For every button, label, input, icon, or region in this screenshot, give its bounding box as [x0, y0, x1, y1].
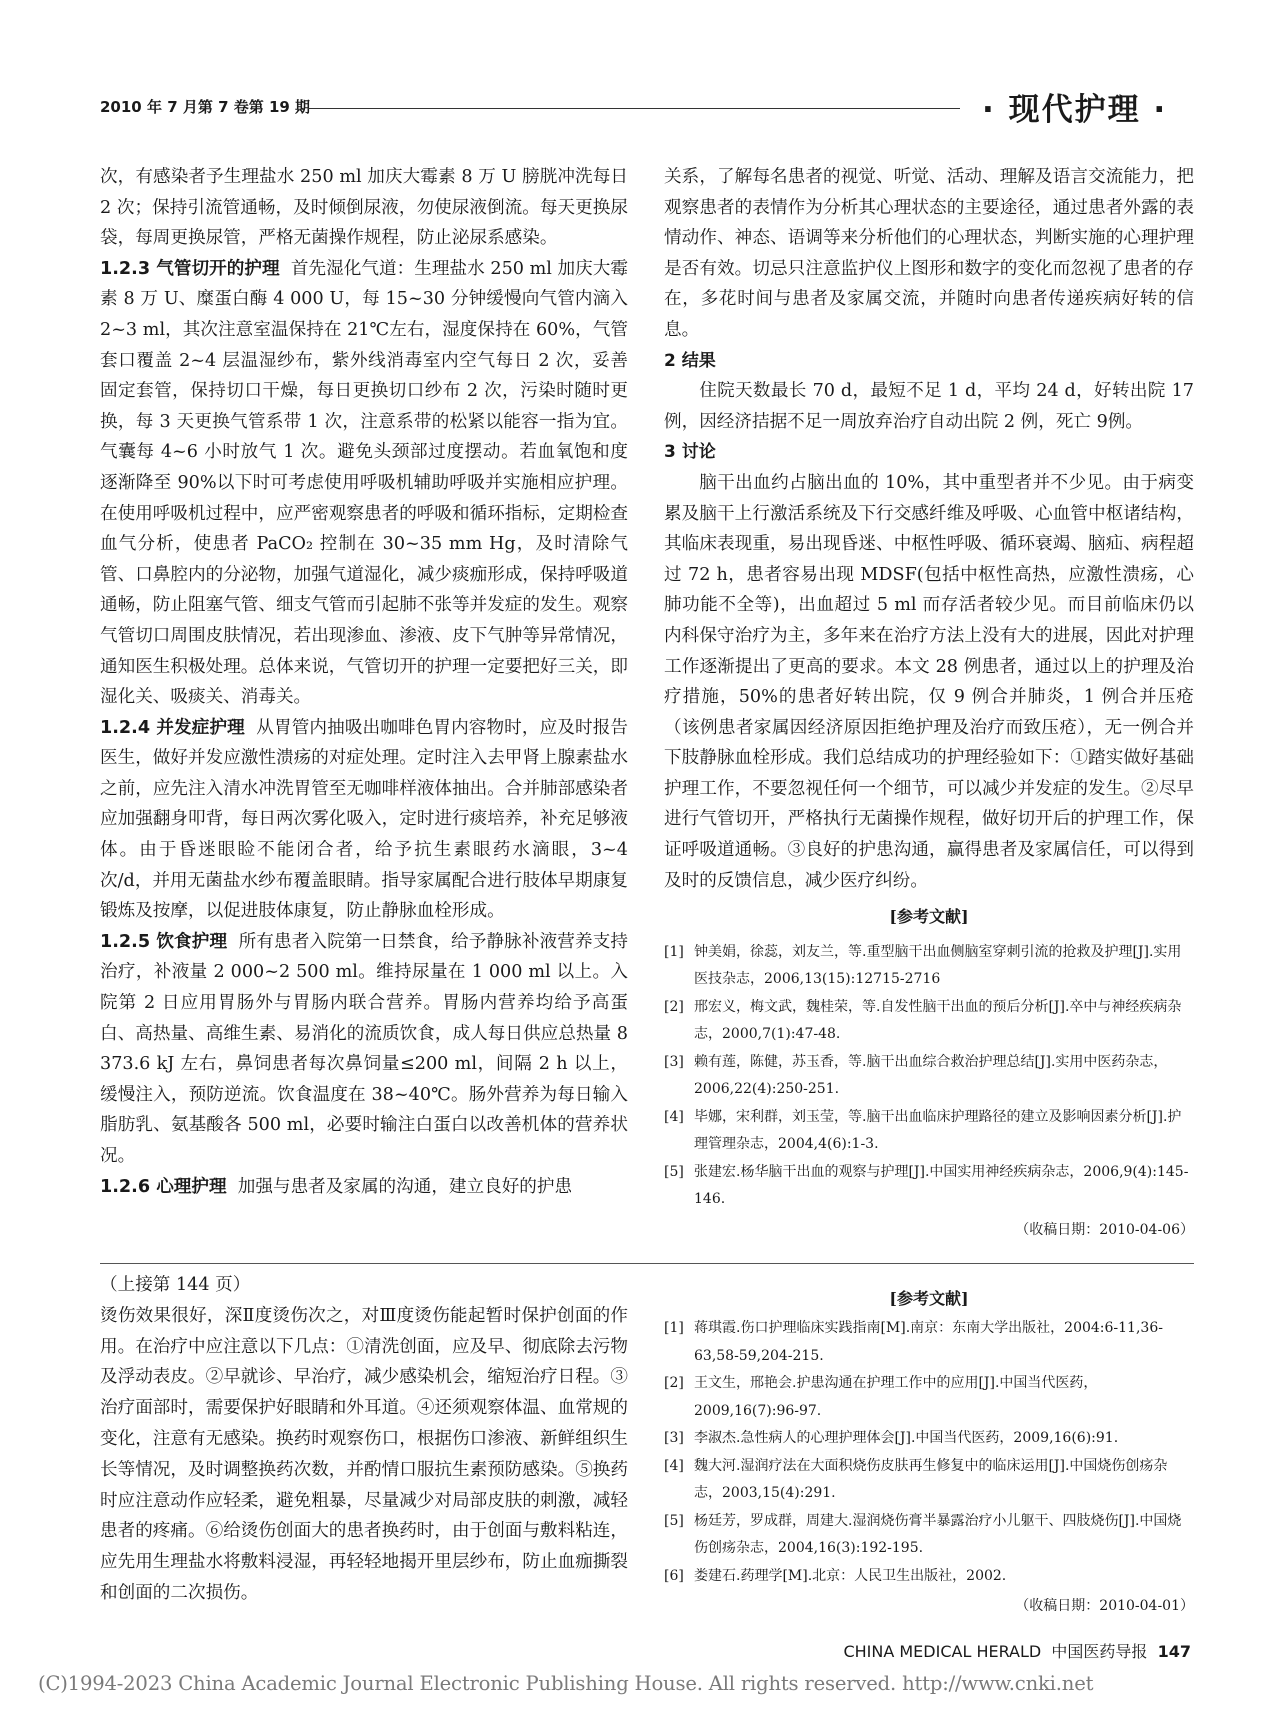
reference-item [664, 1159, 1194, 1214]
paragraph: 住院天数最长 70 d，最短不足 1 d，平均 24 d，好转出院 17 例，因经济拮据不足一周放弃治疗自动出院 2 例，死亡 9例。 [664, 381, 1194, 432]
received-date: （收稿日期：2010-04-06） [1015, 1221, 1194, 1238]
section-heading-results: 2 结果 [664, 350, 716, 371]
reference-number: [2] [664, 998, 684, 1015]
section-divider [100, 1263, 1194, 1264]
reference-text: 王文生，邢艳会.护患沟通在护理工作中的应用[J].中国当代医药，2009,16(7):96-97. [694, 1375, 1098, 1419]
reference-number: [3] [664, 1430, 684, 1446]
section-heading-discussion: 3 讨论 [664, 442, 716, 463]
reference-item [664, 1425, 1194, 1453]
reference-number: [4] [664, 1457, 684, 1474]
journal-section-title: · 现代护理 · [982, 92, 1168, 128]
reference-number: [5] [664, 1163, 684, 1180]
paragraph: 次，有感染者予生理盐水 250 ml 加庆大霉素 8 万 U 膀胱冲洗每日 2 次；保持引流管通畅，及时倾倒尿液，勿使尿液倒流。每天更换尿袋，每周更换尿管，严格无菌操作规程，防止泌尿系感染。 [100, 167, 628, 249]
paragraph: 烫伤效果很好，深Ⅱ度烫伤次之，对Ⅲ度烫伤能起暂时保护创面的作用。在治疗中应注意以下几点：①清洗创面，应及早、彻底除去污物及浮动表皮。②早就诊、早治疗，减少感染机会，缩短治疗日程。③治疗面部时，需要保护好眼睛和外耳道。④还须观察体温、血常规的变化，注意有无感染。换药时观察伤口，根据伤口渗液、新鲜组织生长等情况，及时调整换药次数，并酌情口服抗生素预防感染。⑤换药时应注意动作应轻柔，避免粗暴，尽量减少对局部皮肤的刺激，减轻患者的疼痛。⑥给烫伤创面大的患者换药时，由于创面与敷料粘连，应先用生理盐水将敷料浸湿，再轻轻地揭开里层纱布，防止血痂撕裂和创面的二次损伤。 [100, 1305, 628, 1603]
lower-references [664, 1280, 1194, 1622]
paragraph: 脑干出血约占脑出血的 10%，其中重型者并不少见。由于病变累及脑干上行激活系统及下行交感纤维及呼吸、心血管中枢诸结构，其临床表现重，易出现昏迷、中枢性呼吸、循环衰竭、脑疝、病程超过 72 h，患者容易出现 MDSF(包括中枢性高热，应激性溃疡，心肺功能不全等)，出血超过 5 ml 而存活者较少见。而目前临床仍以内科保守治疗为主，多年来在治疗方法上没有大的进展，因此对护理工作逐渐提出了更高的要求。本文 28 例患者，通过以上的护理及治疗措施，50%的患者好转出院，仅 9 例合并肺炎，1 例合并压疮（该例患者家属因经济原因拒绝护理及治疗而致压疮），无一例合并下肢静脉血栓形成。我们总结成功的护理经验如下：①踏实做好基础护理工作，不要忽视任何一个细节，可以减少并发症的发生。②尽早进行气管切开，严格执行无菌操作规程，做好切开后的护理工作，保证呼吸道通畅。③良好的护患沟通，赢得患者及家属信任，可以得到及时的反馈信息，减少医疗纠纷。 [664, 472, 1194, 891]
issue-info: 2010 年 7 月第 7 卷第 19 期 [100, 98, 311, 116]
reference-number: [2] [664, 1375, 684, 1391]
reference-text: 赖有莲，陈健，苏玉香，等.脑干出血综合救治护理总结[J].实用中医药杂志，2006,22(4):250-251. [694, 1053, 1168, 1098]
reference-item [664, 1563, 1194, 1591]
reference-number: [5] [664, 1512, 684, 1529]
reference-number: [1] [664, 1320, 684, 1336]
subsection-text: 首先湿化气道：生理盐水 250 ml 加庆大霉素 8 万 U、糜蛋白酶 4 000 U，每 15~30 分钟缓慢向气管内滴入 2~3 ml，其次注意室温保持在 21℃左右，湿度保持在 60%，气管套口覆盖 2~4 层温湿纱布，紫外线消毒室内空气每日 2 次，妥善固定套管，保持切口干燥，每日更换切口纱布 2 次，污染时随时更换，每 3 天更换气管系带 1 次，注意系带的松紧以能容一指为宜。气囊每 4~6 小时放气 1 次。避免头颈部过度摆动。若血氧饱和度逐渐降至 90%以下时可考虑使用呼吸机辅助呼吸并实施相应护理。在使用呼吸机过程中，应严密观察患者的呼吸和循环指标，定期检查血气分析，使患者 PaCO₂ 控制在 30~35 mm Hg，及时清除气管、口鼻腔内的分泌物，加强气道湿化，减少痰痂形成，保持呼吸道通畅，防止阻塞气管、细支气管而引起肺不张等并发症的发生。观察气管切口周围皮肤情况，若出现渗血、渗液、皮下气肿等异常情况，通知医生积极处理。总体来说，气管切开的护理一定要把好三关，即湿化关、吸痰关、消毒关。 [100, 258, 629, 708]
references-title: [参考文献] [889, 1289, 969, 1308]
received-date: （收稿日期：2010-04-01） [1015, 1598, 1194, 1614]
reference-number: [3] [664, 1053, 684, 1070]
subsection-text: 所有患者入院第一日禁食，给予静脉补液营养支持治疗，补液量 2 000~2 500 ml。维持尿量在 1 000 ml 以上。入院第 2 日应用胃肠外与胃肠内联合营养。胃肠内营养均给予高蛋白、高热量、高维生素、易消化的流质饮食，成人每日供应总热量 8 373.6 kJ 左右，鼻饲患者每次鼻饲量≤200 ml，间隔 2 h 以上，缓慢注入，预防逆流。饮食温度在 38~40℃。肠外营养为每日输入脂肪乳、氨基酸各 500 ml，必要时输注白蛋白以改善机体的营养状况。 [100, 931, 628, 1166]
reference-text: 杨廷芳，罗成群，周建大.湿润烧伤膏半暴露治疗小儿躯干、四肢烧伤[J].中国烧伤创疡杂志，2004,16(3):192-195. [694, 1512, 1182, 1556]
subsection-text: 从胃管内抽吸出咖啡色胃内容物时，应及时报告医生，做好并发应激性溃疡的对症处理。定时注入去甲肾上腺素盐水之前，应先注入清水冲洗胃管至无咖啡样液体抽出。合并肺部感染者应加强翻身叩背，每日两次雾化吸入，定时进行痰培养，补充足够液体。由于昏迷眼睑不能闭合者，给予抗生素眼药水滴眼，3~4 次/d，并用无菌盐水纱布覆盖眼睛。指导家属配合进行肢体早期康复锻炼及按摩，以促进肢体康复，防止静脉血栓形成。 [100, 717, 629, 922]
reference-number: [6] [664, 1567, 684, 1584]
subsection-title: 1.2.3 气管切开的护理 [100, 258, 280, 279]
reference-text: 钟美娟，徐蕊，刘友兰，等.重型脑干出血侧脑室穿刺引流的抢救及护理[J].实用医技杂志，2006,13(15):12715-2716 [694, 943, 1182, 988]
reference-item [664, 1104, 1194, 1159]
subsection-title: 1.2.6 心理护理 [100, 1176, 227, 1197]
reference-text: 张建宏.杨华脑干出血的观察与护理[J].中国实用神经疾病杂志，2006,9(4):145-146. [694, 1163, 1189, 1208]
reference-text: 蒋琪霞.伤口护理临床实践指南[M].南京：东南大学出版社，2004:6-11,36-63,58-59,204-215. [694, 1320, 1163, 1364]
page-number: 147 [1157, 1642, 1191, 1661]
reference-text: 邢宏义，梅文武，魏桂荣，等.自发性脑干出血的预后分析[J].卒中与神经疾病杂志，2000,7(1):47-48. [694, 998, 1182, 1043]
references-title: [参考文献] [889, 907, 969, 927]
section-1-2-5 [100, 927, 628, 1172]
left-column [100, 162, 628, 1202]
reference-list [664, 939, 1194, 1214]
header-rule [308, 108, 960, 109]
reference-text: 李淑杰.急性病人的心理护理体会[J].中国当代医药，2009,16(6):91. [694, 1430, 1119, 1446]
reference-item [664, 1049, 1194, 1104]
paragraph: 关系，了解每名患者的视觉、听觉、活动、理解及语言交流能力，把观察患者的表情作为分析其心理状态的主要途径，通过患者外露的表情动作、神态、语调等来分析他们的心理状态，判断实施的心理护理是否有效。切忌只注意监护仪上图形和数字的变化而忽视了患者的存在，多花时间与患者及家属交流，并随时向患者传递疾病好转的信息。 [664, 167, 1194, 340]
reference-text: 毕娜，宋利群，刘玉莹，等.脑干出血临床护理路径的建立及影响因素分析[J].护理管理杂志，2004,4(6):1-3. [694, 1108, 1182, 1153]
reference-text: 娄建石.药理学[M].北京：人民卫生出版社，2002. [694, 1567, 1007, 1584]
section-1-2-4 [100, 713, 628, 927]
journal-name-cn: 中国医药导报 [1051, 1642, 1148, 1661]
subsection-title: 1.2.5 饮食护理 [100, 931, 228, 952]
subsection-title: 1.2.4 并发症护理 [100, 717, 245, 738]
subsection-text: 加强与患者及家属的沟通，建立良好的护患 [237, 1176, 573, 1197]
reference-item [664, 1370, 1194, 1425]
reference-item [664, 1453, 1194, 1508]
section-1-2-3 [100, 254, 628, 713]
copyright-watermark: (C)1994-2023 China Academic Journal Electronic Publishing House. All rights reserved. http://www.cnki.net [38, 1672, 1094, 1695]
reference-text: 魏大河.湿润疗法在大面积烧伤皮肤再生修复中的临床运用[J].中国烧伤创疡杂志，2003,15(4):291. [694, 1457, 1168, 1501]
reference-number: [1] [664, 943, 684, 960]
reference-item [664, 994, 1194, 1049]
reference-item [664, 939, 1194, 994]
right-column [664, 162, 1194, 1246]
journal-name-en: CHINA MEDICAL HERALD [843, 1642, 1042, 1661]
reference-item [664, 1508, 1194, 1563]
reference-number: [4] [664, 1108, 684, 1125]
continued-article-text [100, 1270, 628, 1609]
section-1-2-6 [100, 1172, 628, 1203]
page-footer [843, 1639, 1191, 1662]
continued-from-note: （上接第 144 页） [100, 1275, 251, 1295]
reference-item [664, 1315, 1194, 1370]
